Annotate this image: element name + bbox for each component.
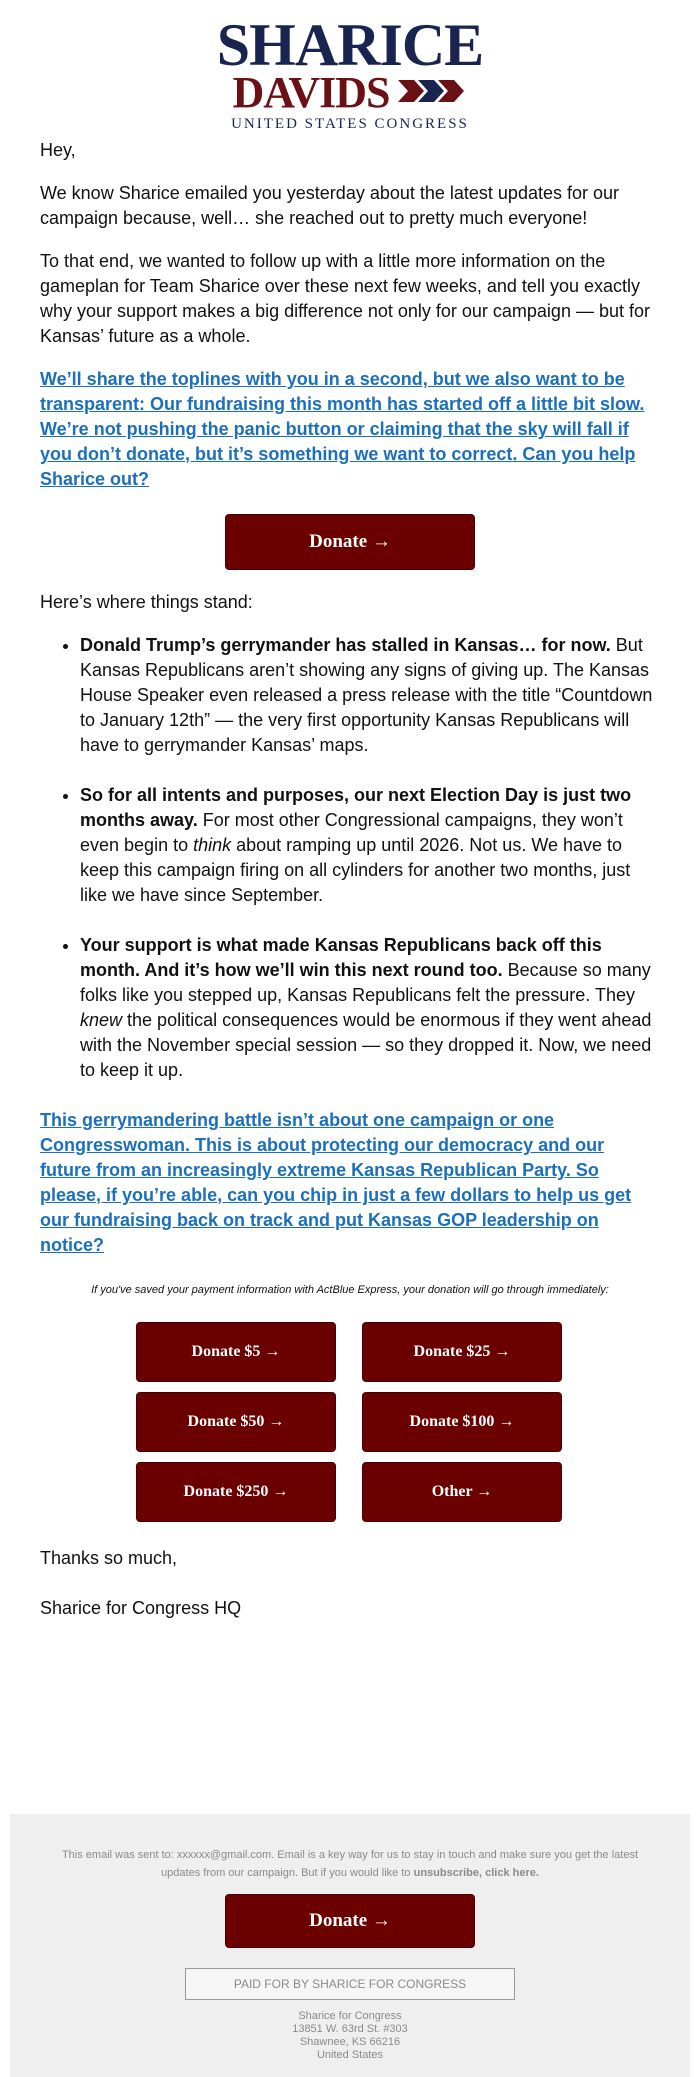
point-bold: Donald Trump’s gerrymander has stalled in Kansas… for now. [80, 635, 611, 655]
list-item [80, 633, 660, 758]
point-text: the political consequences would be enormous if they went ahead with the November special session — so they dropped it. Now, we need to keep it up. [80, 1010, 652, 1080]
donate-5-button[interactable]: Donate $5 → [136, 1322, 336, 1382]
transparency-paragraph [40, 367, 660, 492]
intro-paragraph: We know Sharice emailed you yesterday about the latest updates for our campaign because, well… she reached out to pretty much everyone! [40, 183, 619, 228]
donate-25-button[interactable]: Donate $25 → [362, 1322, 562, 1382]
paid-for-disclaimer: PAID FOR BY SHARICE FOR CONGRESS [185, 1968, 515, 2000]
gerrymandering-link[interactable]: This gerrymandering battle isn’t about one campaign or one Congresswoman. This is about protecting our democracy and our future from an increasingly extreme Kansas Republican Party. So please, if you’re able, can you chip in just a few dollars to help us get our fundraising back on track and put Kansas GOP leadership on notice? [40, 1110, 632, 1255]
donate-other-button[interactable]: Other → [362, 1462, 562, 1522]
point-italic: knew [80, 1010, 123, 1030]
point-text: Because so many folks like you stepped up, Kansas Republicans felt the pressure. They [80, 960, 651, 1005]
address-line: 13851 W. 63rd St. #303 [292, 2023, 408, 2035]
point-text: about ramping up until 2026. Not us. We have to keep this campaign firing on all cylinders for another two months, just like we have since September. [80, 835, 631, 905]
key-points-list [40, 633, 660, 1083]
point-text: But Kansas Republicans aren’t showing any signs of giving up. The Kansas House Speaker even released a press release with the title “Countdown to January 12th” — the very first opportunity Kansas Republicans will have to gerrymander Kansas’ maps. [80, 635, 653, 755]
campaign-logo [40, 0, 660, 132]
logo-subtitle: UNITED STATES CONGRESS [231, 116, 469, 132]
donate-250-button[interactable]: Donate $250 → [136, 1462, 336, 1522]
mailing-address [10, 2010, 690, 2062]
transparency-link[interactable]: We’ll share the toplines with you in a second, but we also want to be transparent: Our fundraising this month has started off a little bit slow. We’re not pushing the panic button or claiming that the sky will fall if you don’t donate, but it’s something we want to correct. Can you help Sharice out? [40, 369, 645, 489]
logo-first-name: SHARICE [216, 12, 484, 78]
donation-amount-grid [136, 1322, 564, 1522]
greeting: Hey, [40, 140, 76, 160]
point-bold: So for all intents and purposes, our next Election Day is just two months away. [80, 785, 632, 830]
list-item [80, 933, 660, 1083]
footer-donate-button[interactable]: Donate → [225, 1894, 475, 1948]
point-italic: think [193, 835, 232, 855]
list-item [80, 783, 660, 908]
where-things-stand: Here’s where things stand: [40, 592, 253, 612]
sign-off: Thanks so much, [40, 1548, 178, 1568]
point-bold: Your support is what made Kansas Republicans back off this month. And it’s how we’ll win this next round too. [80, 935, 602, 980]
point-text: For most other Congressional campaigns, they won’t even begin to [80, 810, 623, 855]
footer-notice [50, 1846, 650, 1882]
footer-sent-text: This email was sent to: xxxxxx@gmail.com. Email is a key way for us to stay in touch and make sure you get the latest updates from our campaign. But if you would like to [61, 1849, 639, 1879]
signature: Sharice for Congress HQ [40, 1598, 242, 1618]
email-footer [10, 1814, 690, 2077]
donate-button[interactable]: Donate → [225, 514, 475, 570]
donate-50-button[interactable]: Donate $50 → [136, 1392, 336, 1452]
actblue-disclaimer: If you've saved your payment information with ActBlue Express, your donation will go through immediately: [91, 1284, 609, 1296]
gameplan-paragraph: To that end, we wanted to follow up with a little more information on the gameplan for Team Sharice over these next few weeks, and tell you exactly why your support makes a big difference not only for our campaign — but for Kansas’ future as a whole. [40, 251, 650, 346]
chevron-arrow-icon [398, 78, 468, 109]
address-line: Sharice for Congress [298, 2010, 402, 2022]
address-line: United States [316, 2049, 384, 2061]
logo-last-name: DAVIDS [232, 68, 390, 117]
address-line: Shawnee, KS 66216 [299, 2036, 401, 2048]
gerrymandering-paragraph [40, 1108, 660, 1258]
donate-100-button[interactable]: Donate $100 → [362, 1392, 562, 1452]
unsubscribe-link[interactable]: unsubscribe, click here. [413, 1867, 539, 1879]
